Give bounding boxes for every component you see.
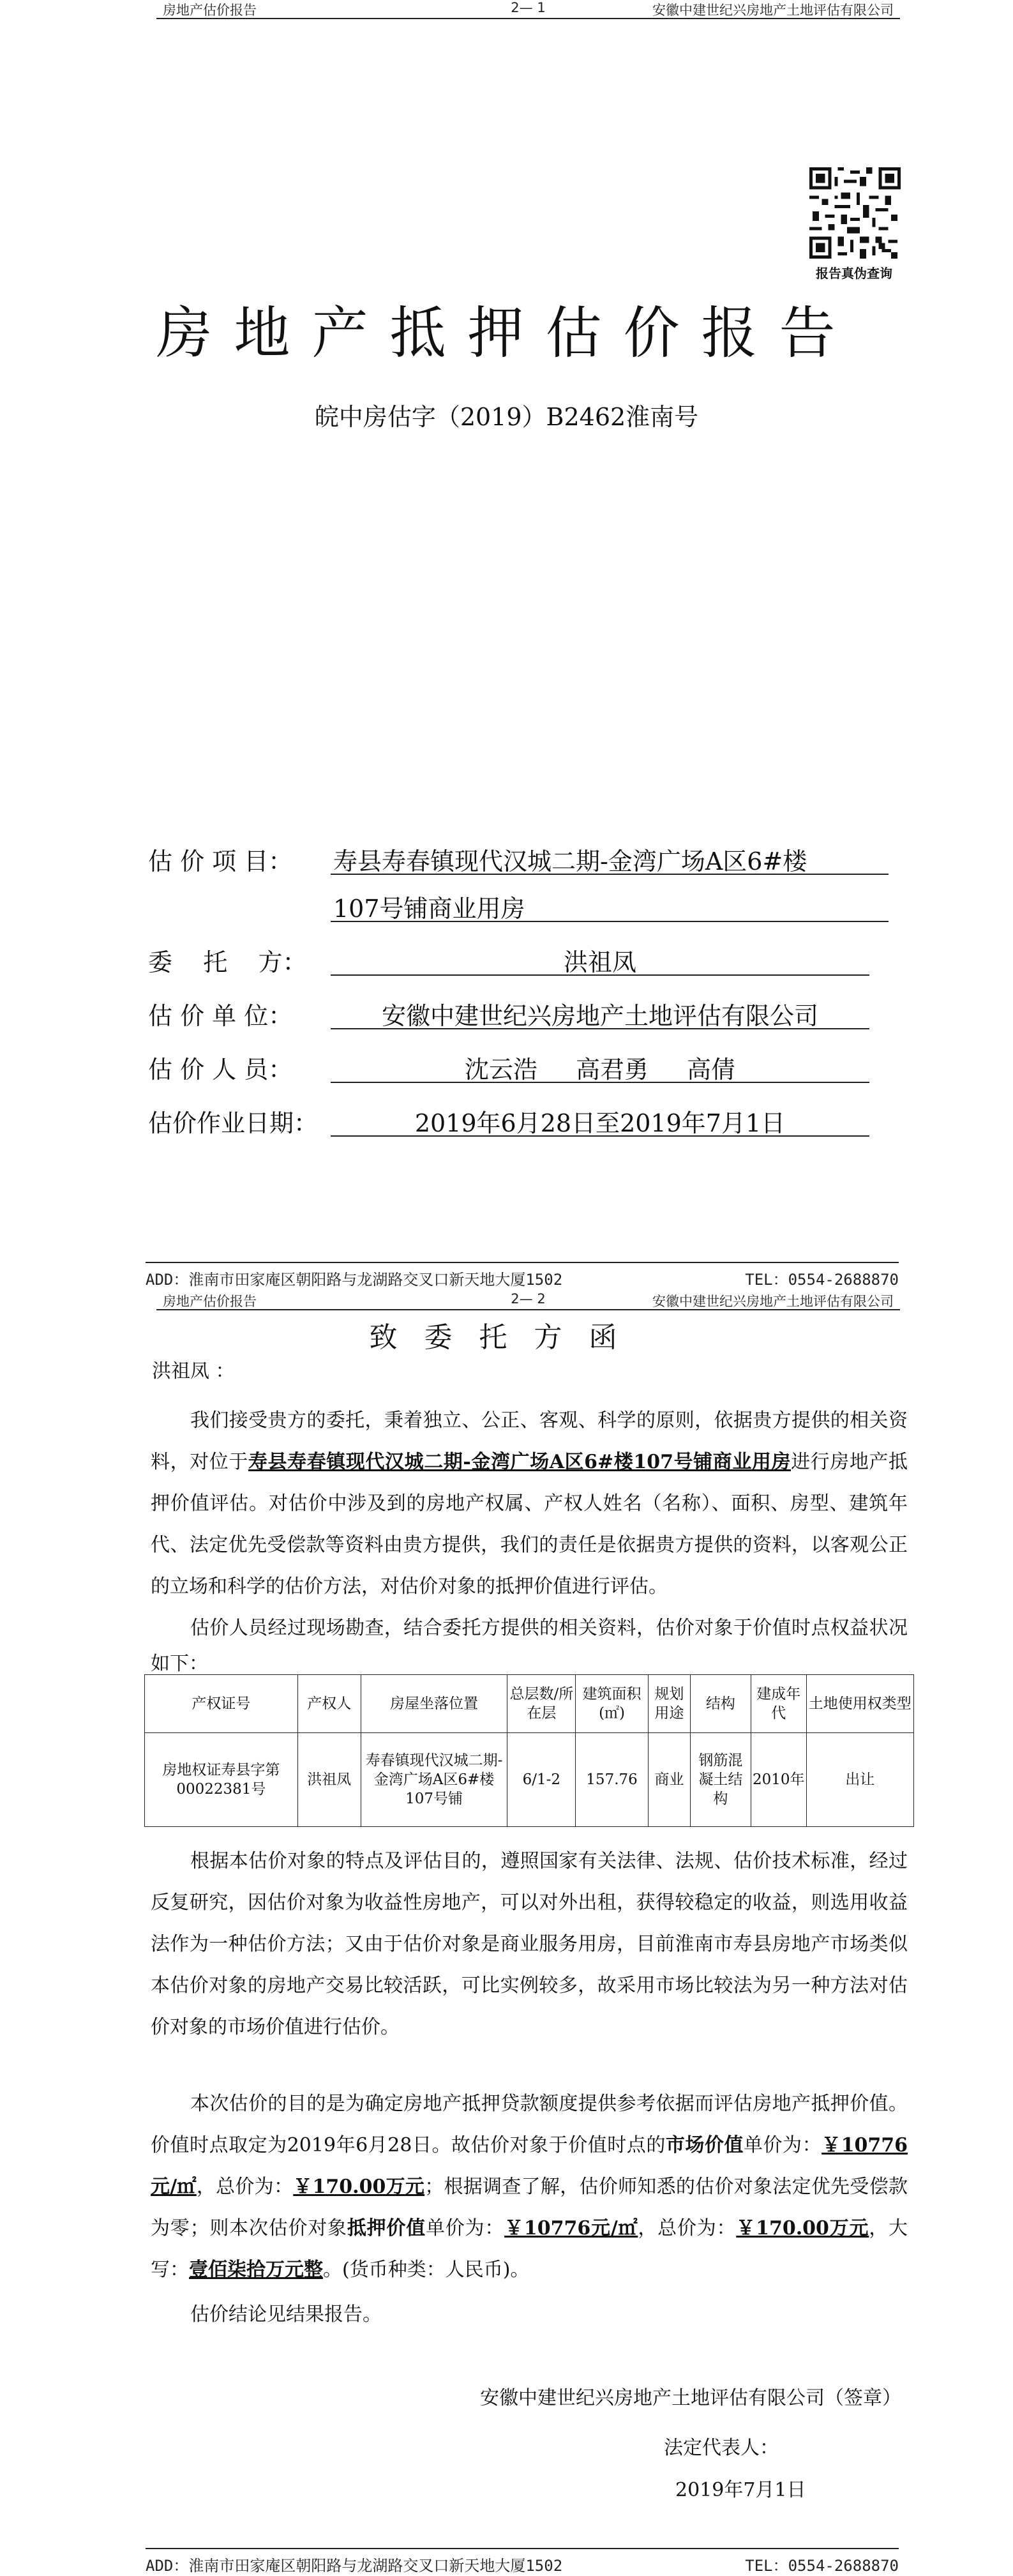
report-title: 房地产抵押估价报告 [156,300,857,366]
paragraph-text: ；根据调查了解，估价师知悉的估价对象法定优先受偿款为零；则本次估价对象 [151,2176,908,2239]
paragraph-2: 估价人员经过现场勘查，结合委托方提供的相关资料，估价对象于价值时点权益状况如下： [151,1617,908,1675]
paragraph-3: 根据本估价对象的特点及评估目的，遵照国家有关法律、法规、估价技术标准，经过反复研究，因估价对象为收益性房地产，可以对外出租，获得较稳定的收益，则选用收益法作为一种估价方法；又由于估价对象是商业服务用房，目前淮南市寿县房地产市场类似本估价对象的房地产交易比较活跃，可比实例较多，故采用市场比较法为另一种方法对估价对象的市场价值进行估价。 [151,1850,908,2038]
footer-address: ADD：淮南市田家庵区朝阳路与龙湖路交叉口新天地大厦1502 [146,1271,563,1289]
table-header: 建筑面积(㎡) [576,1675,648,1733]
info-value-company: 安徽中建世纪兴房地产土地评估有限公司 [331,996,869,1029]
letter-title: 致委托方函 [369,1321,644,1354]
appraiser-name: 高倩 [687,1056,736,1084]
table-header: 房屋坐落位置 [361,1675,507,1733]
table-header: 结构 [690,1675,751,1733]
property-address: 寿县寿春镇现代汉城二期-金湾广场A区6#楼107号铺商业用房 [248,1451,792,1473]
header-company: 安徽中建世纪兴房地产土地评估有限公司 [652,3,894,18]
table-cell: 钢筋混凝土结构 [690,1733,751,1827]
paragraph-text: ，大写： [151,2217,908,2281]
mortgage-value-label: 抵押价值 [347,2217,426,2239]
table-cell: 寿春镇现代汉城二期-金湾广场A区6#楼107号铺 [361,1733,507,1827]
appraiser-name: 高君勇 [575,1056,649,1084]
running-header [156,1291,900,1310]
table-header: 建成年代 [751,1675,806,1733]
footer-tel: TEL：0554-2688870 [745,2557,899,2575]
paragraph-4 [151,2083,908,2291]
qr-code-icon[interactable] [809,167,901,259]
table-header: 产权证号 [145,1675,298,1733]
table-row [145,1733,914,1827]
table-cell: 2010年 [751,1733,806,1827]
header-company: 安徽中建世纪兴房地产土地评估有限公司 [652,1294,894,1309]
info-value-client: 洪祖凤 [331,943,869,976]
qr-caption: 报告真伪查询 [816,266,892,281]
paragraph-text: 我们接受贵方的委托，秉着独立、公正、客观、科学的原则，依据贵方提供的相关资料，对位于 [151,1409,908,1473]
paragraph-text: ，总价为： [638,2217,737,2239]
signature-date: 2019年7月1日 [675,2479,806,2501]
table-cell: 出让 [806,1733,913,1827]
header-left: 房地产估价报告 [163,1294,257,1309]
paragraph-text: 本次估价的目的是为确定房地产抵押贷款额度提供参考依据而评估房地产抵押价值。价值时点取定为2019年6月28日。故估价对象于价值时点的 [151,2093,908,2156]
table-header-row [145,1675,914,1733]
header-page-number: 2— 2 [511,1291,546,1307]
info-label: 估 价 单 位： [148,1002,293,1030]
table-cell: 157.76 [576,1733,648,1827]
paragraph-1 [151,1400,908,1607]
market-total-price: ￥170.00万元 [293,2176,425,2198]
running-header [156,0,900,19]
footer-address: ADD：淮南市田家庵区朝阳路与龙湖路交叉口新天地大厦1502 [146,2557,563,2575]
info-value-project-cont: 107号铺商业用房 [331,889,889,922]
footer [146,2548,899,2575]
table-cell: 房地权证寿县字第00022381号 [145,1733,298,1827]
info-label: 委 托 方： [148,948,307,976]
info-label: 估 价 项 目： [148,847,293,875]
header-left: 房地产估价报告 [163,3,257,18]
market-value-label: 市场价值 [665,2134,744,2156]
info-label: 估价作业日期： [148,1109,319,1137]
paragraph-text: 单价为： [743,2134,822,2156]
report-number: 皖中房估字（2019）B2462淮南号 [314,403,699,431]
paragraph-text: ，总价为： [196,2176,294,2198]
table-cell: 6/1-2 [507,1733,576,1827]
table-header: 总层数/所在层 [507,1675,576,1733]
header-page-number: 2— 1 [511,0,546,15]
amount-in-words: 壹佰柒拾万元整 [189,2259,323,2281]
info-value-project: 寿县寿春镇现代汉城二期-金湾广场A区6#楼 [331,842,889,875]
paragraph-5: 估价结论见结果报告。 [190,2303,382,2326]
table-header: 规划用途 [648,1675,690,1733]
legal-representative: 法定代表人： [664,2437,779,2459]
paragraph-text: 单价为： [425,2217,505,2239]
paragraph-text: 。(货币种类：人民币)。 [323,2259,530,2281]
footer-tel: TEL：0554-2688870 [745,1271,899,1289]
market-unit-price: ￥10776元/㎡ [151,2134,908,2198]
table-cell: 洪祖凤 [297,1733,361,1827]
paragraph-text: 进行房地产抵押价值评估。对估价中涉及到的房地产权属、产权人姓名（名称）、面积、房型、建筑年代、法定优先受偿款等资料由贵方提供，我们的责任是依据贵方提供的资料，以客观公正的立场和科学的估价方法，对估价对象的抵押价值进行评估。 [151,1451,908,1598]
mortgage-unit-price: ￥10776元/㎡ [504,2217,638,2239]
footer [146,1262,899,1289]
table-header: 产权人 [297,1675,361,1733]
mortgage-total-price: ￥170.00万元 [736,2217,869,2239]
signature-company: 安徽中建世纪兴房地产土地评估有限公司（签章） [480,2387,901,2409]
salutation: 洪祖凤 ： [152,1360,235,1383]
property-table [144,1674,914,1827]
info-value-dates: 2019年6月28日至2019年7月1日 [331,1103,869,1137]
table-cell: 商业 [648,1733,690,1827]
appraiser-name: 沈云浩 [464,1056,537,1084]
table-header: 土地使用权类型 [806,1675,913,1733]
info-value-appraisers [331,1050,869,1083]
info-label: 估 价 人 员： [148,1056,293,1084]
